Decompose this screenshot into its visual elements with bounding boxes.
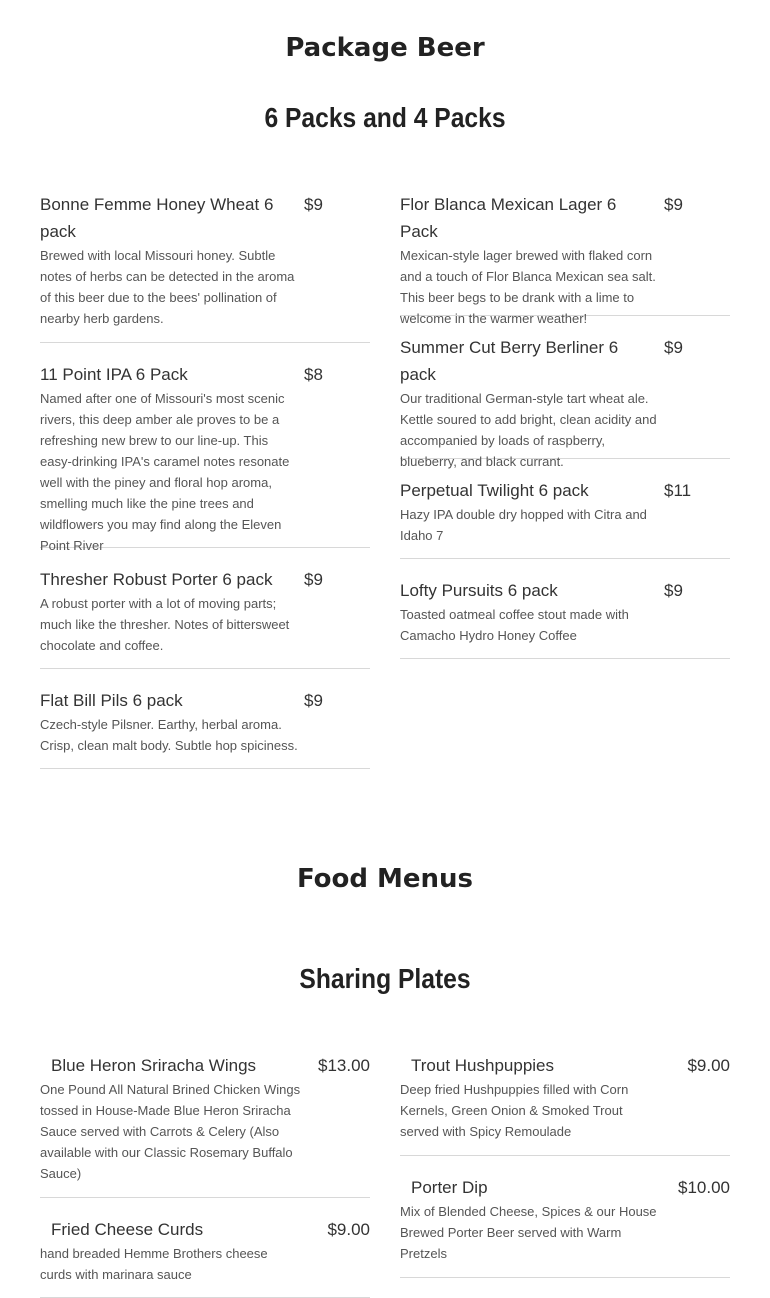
item-name: Thresher Robust Porter 6 pack	[40, 570, 273, 589]
item-price: $8	[304, 365, 323, 384]
menu-item	[400, 1174, 730, 1278]
menu-item	[400, 1052, 730, 1156]
item-name: Trout Hushpuppies	[411, 1056, 555, 1075]
item-name: Fried Cheese Curds	[51, 1220, 204, 1239]
item-name: Porter Dip	[411, 1178, 488, 1197]
item-price: $9	[304, 195, 323, 214]
item-price: $9	[304, 570, 323, 589]
item-name: Blue Heron Sriracha Wings	[51, 1056, 257, 1075]
item-description: hand breaded Hemme Brothers cheese curds with marinara sauce	[40, 1246, 268, 1282]
item-description: Toasted oatmeal coffee stout made with Camacho Hydro Honey Coffee	[400, 607, 629, 643]
item-name: Flat Bill Pils 6 pack	[40, 691, 183, 710]
item-price: $9.00	[327, 1220, 370, 1239]
item-description: Mexican-style lager brewed with flaked corn and a touch of Flor Blanca Mexican sea salt. This beer begs to be drank with a lime to welcome in the warmer weather!	[400, 248, 656, 326]
item-price: $9	[664, 581, 683, 600]
menu-item	[400, 577, 730, 659]
item-name: 11 Point IPA 6 Pack	[40, 365, 188, 384]
section-title-food-menus: Food Menus	[296, 864, 474, 894]
menu-item	[40, 191, 370, 343]
menu-item	[40, 1052, 370, 1198]
menu-item	[400, 191, 730, 326]
item-description: Czech-style Pilsner. Earthy, herbal aroma. Crisp, clean malt body. Subtle hop spiciness.	[40, 717, 298, 753]
item-name: Flor Blanca Mexican Lager 6 Pack	[400, 195, 617, 241]
item-name: Summer Cut Berry Berliner 6 pack	[400, 338, 619, 384]
item-description: Hazy IPA double dry hopped with Citra and Idaho 7	[400, 507, 647, 543]
item-description: Named after one of Missouri's most scenic rivers, this deep amber ale proves to be a refreshing new brew to our line-up. This easy-drinking IPA's caramel notes resonate well with the piney and floral hop aroma, smelling much like the pine trees and wildflowers you may find along the Eleven Point River	[40, 391, 290, 553]
package-beer-right-column	[400, 191, 730, 659]
item-description: Our traditional German-style tart wheat ale. Kettle soured to add bright, clean acidity and accompanied by loads of raspberry, blueberry, and black currant.	[400, 391, 657, 469]
sharing-plates-right-column	[400, 1052, 730, 1278]
sharing-plates-left-column	[40, 1052, 370, 1298]
item-description: Deep fried Hushpuppies filled with Corn Kernels, Green Onion & Smoked Trout served with Spicy Remoulade	[400, 1082, 629, 1139]
item-price: $9	[664, 338, 683, 357]
menu-item	[40, 687, 370, 769]
item-price: $9.00	[687, 1056, 730, 1075]
item-price: $11	[664, 481, 692, 500]
subsection-title-sharing-plates: Sharing Plates	[299, 963, 471, 994]
item-name: Perpetual Twilight 6 pack	[400, 481, 589, 500]
menu-item	[400, 477, 730, 559]
item-name: Lofty Pursuits 6 pack	[400, 581, 558, 600]
item-description: Mix of Blended Cheese, Spices & our House Brewed Porter Beer served with Warm Pretzels	[400, 1204, 657, 1261]
item-description: Brewed with local Missouri honey. Subtle notes of herbs can be detected in the aroma of this beer due to the bees' pollination of nearby herb gardens.	[40, 248, 295, 326]
section-title-package-beer: Package Beer	[285, 33, 485, 63]
item-price: $13.00	[318, 1056, 370, 1075]
item-price: $10.00	[678, 1178, 730, 1197]
item-name: Bonne Femme Honey Wheat 6 pack	[40, 195, 274, 241]
package-beer-left-column	[40, 191, 370, 769]
menu-item	[40, 566, 370, 669]
menu-item	[40, 1216, 370, 1298]
menu-item	[40, 361, 370, 553]
item-description: One Pound All Natural Brined Chicken Wings tossed in House-Made Blue Heron Sriracha Sauce served with Carrots & Celery (Also available with our Classic Rosemary Buffalo Sauce)	[40, 1082, 301, 1181]
item-description: A robust porter with a lot of moving parts; much like the thresher. Notes of bittersweet chocolate and coffee.	[40, 596, 290, 653]
item-price: $9	[304, 691, 323, 710]
item-price: $9	[664, 195, 683, 214]
menu-item	[400, 334, 730, 469]
subsection-title-packs: 6 Packs and 4 Packs	[264, 102, 506, 133]
